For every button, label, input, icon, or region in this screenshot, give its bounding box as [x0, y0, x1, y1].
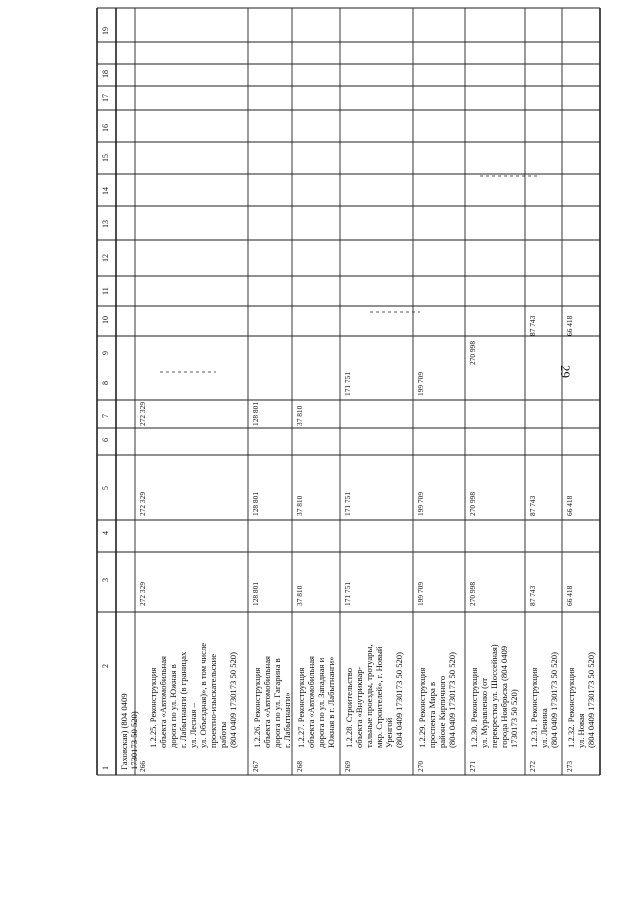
row-description: 1.2.25. Реконструкция объекта «Автомобильная дорога по ул. Южная в г. Лабытнанги (в границах ул. Лесная – ул. Объездная)», в том числе проектно-изыскательские работы (804 0409 1730173 50 520): [148, 642, 238, 748]
cell-col-3: 272 329: [138, 581, 147, 606]
header-col-17: 17: [101, 94, 110, 102]
header-col-4: 4: [101, 531, 110, 535]
row-description: 1.2.32. Реконструкция ул. Новая (804 0409 1730173 50 520): [566, 652, 596, 748]
cell-col-8: 171 751: [343, 371, 352, 396]
cell-col-3: 171 751: [343, 581, 352, 606]
cell-col-5: 270 998: [468, 491, 477, 516]
header-col-5: 5: [101, 486, 110, 490]
cell-col-5: 171 751: [343, 491, 352, 516]
row-description: 1.2.29. Реконструкция проспекта Мира в районе Кирпичного (804 0409 1730173 50 520): [417, 652, 457, 748]
header-col-8: 8: [101, 381, 110, 385]
header-col-9: 9: [101, 351, 110, 355]
header-col-19: 19: [101, 27, 110, 35]
header-col-18: 18: [101, 70, 110, 78]
row-number: 273: [565, 760, 574, 772]
cell-col-3: 199 709: [416, 581, 425, 606]
cell-col-5: 128 801: [251, 491, 260, 516]
cell-col-3: 66 418: [565, 585, 574, 606]
row-description: 1.2.26. Реконструкция объекта «Автомобильная дорога по ул. Гагарина в г. Лабытнанги»: [252, 655, 292, 748]
cell-col-8: 199 709: [416, 371, 425, 396]
row-description: Гаховская) (804 0409 1730173 50 520): [119, 693, 139, 770]
header-col-2: 2: [101, 664, 110, 668]
cell-col-9: 270 998: [468, 340, 477, 365]
header-col-16: 16: [101, 124, 110, 132]
cell-col-5: 37 810: [295, 495, 304, 516]
cell-col-5: 199 709: [416, 491, 425, 516]
row-number: 267: [251, 760, 260, 772]
cell-col-3: 37 810: [295, 585, 304, 606]
row-number: 271: [468, 760, 477, 772]
header-col-3: 3: [101, 578, 110, 582]
row-number: 268: [295, 760, 304, 772]
header-col-12: 12: [101, 254, 110, 262]
header-col-1: 1: [101, 766, 110, 770]
cell-col-5: 87 743: [528, 495, 537, 516]
cell-col-7: 272 329: [138, 401, 147, 426]
header-col-15: 15: [101, 154, 110, 162]
row-description: 1.2.31. Реконструкция ул. Ленина (804 0409 1730173 50 520): [529, 652, 559, 748]
header-col-6: 6: [101, 438, 110, 442]
row-number: 272: [528, 760, 537, 772]
cell-col-3: 270 998: [468, 581, 477, 606]
row-number: 266: [138, 760, 147, 772]
cell-col-10: 87 743: [528, 315, 537, 336]
row-number: 270: [416, 760, 425, 772]
cell-col-7: 128 801: [251, 401, 260, 426]
header-col-13: 13: [101, 220, 110, 228]
row-description: 1.2.30. Реконструкция ул. Муравленко (от перекрестка ул. Шоссейная) города Ноябрьска (804 0409 1730173 50 520): [469, 644, 519, 748]
row-number: 269: [343, 760, 352, 772]
header-col-7: 7: [101, 414, 110, 418]
row-description: 1.2.28. Строительство объекта «Внутриквар- тальные проезды, тротуары, мкр. Строителей», г. Новый Уренгой (804 0409 1730173 50 520): [344, 644, 404, 748]
cell-col-10: 66 418: [565, 315, 574, 336]
cell-col-5: 272 329: [138, 491, 147, 516]
row-description: 1.2.27. Реконструкция объекта «Автомобильная дорога по ул. Западная и Южная в г. Лабытнанги»: [296, 655, 336, 748]
cell-col-5: 66 418: [565, 495, 574, 516]
page-number: 29: [558, 365, 573, 378]
cell-col-3: 87 743: [528, 585, 537, 606]
header-col-10: 10: [101, 316, 110, 324]
header-col-14: 14: [101, 187, 110, 195]
cell-col-3: 128 801: [251, 581, 260, 606]
cell-col-7: 37 810: [295, 405, 304, 426]
header-col-11: 11: [101, 287, 110, 295]
